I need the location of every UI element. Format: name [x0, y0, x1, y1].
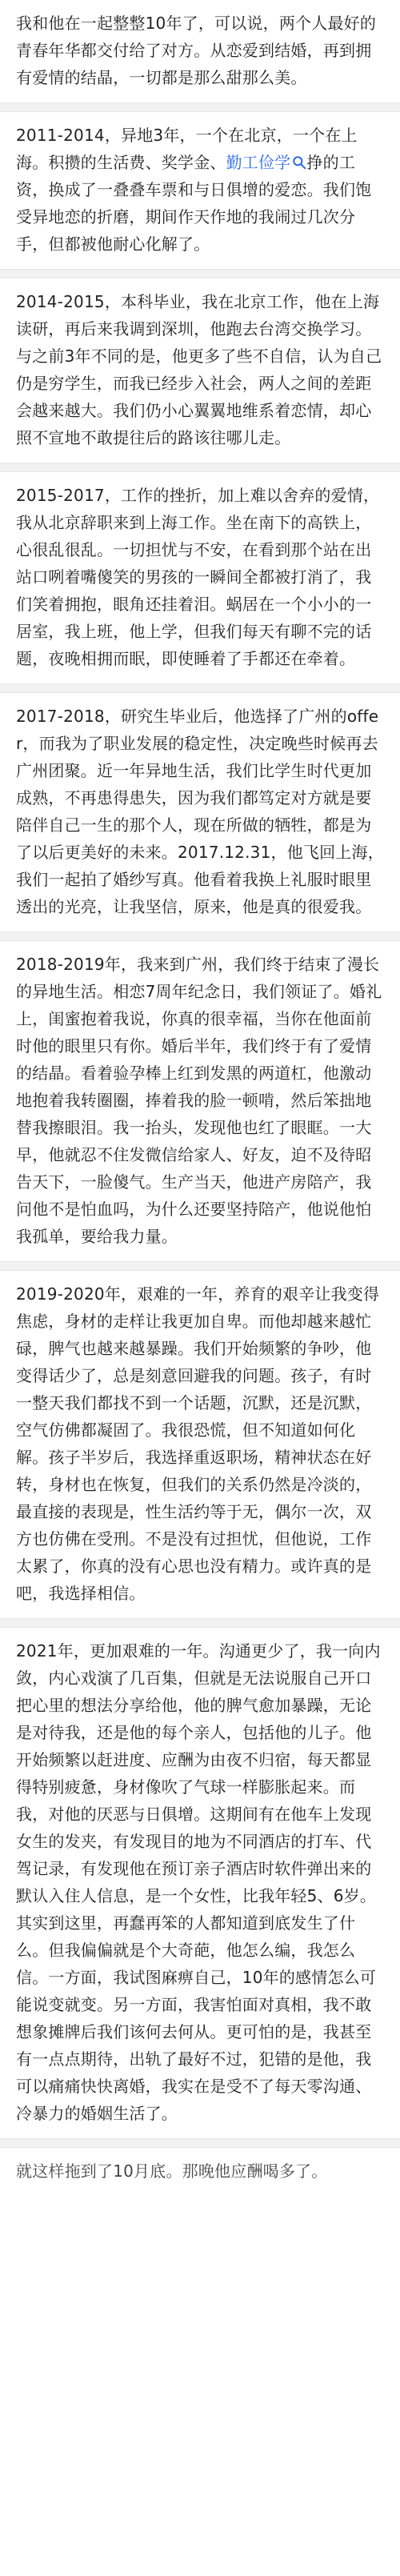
section-divider — [0, 102, 400, 112]
paragraph-2021 — [0, 1628, 400, 2138]
section-divider — [0, 2138, 400, 2148]
paragraph-2015-2017 — [0, 472, 400, 683]
section-divider — [0, 1261, 400, 1271]
search-link[interactable] — [226, 153, 307, 172]
section-divider — [0, 269, 400, 278]
paragraph-text-before: 2011-2014，异地3年，一个在北京，一个在上海。积攒的生活费、奖学金、 — [16, 126, 358, 172]
paragraph-text: 2021年，更加艰难的一年。沟通更少了，我一向内敛，内心戏演了几百集，但就是无法说服自己开口把心里的想法分享给他，他的脾气愈加暴躁，无论是对待我，还是他的每个亲人，包括他的儿子。他开始频繁以赶进度、应酬为由夜不归宿，每天都显得特别疲惫，身材像吹了气球一样膨胀起来。而我，对他的厌恶与日俱增。这期间有在他车上发现女生的发夹，有发现目的地为不同酒店的打车、代驾记录，有发现他在预订亲子酒店时软件弹出来的默认入住人信息，是一个女性，比我年轻5、6岁。其实到这里，再蠢再笨的人都知道到底发生了什么。但我偏偏就是个大奇葩，他怎么编，我怎么信。一方面，我试图麻痹自己，10年的感情怎么可能说变就变。另一方面，我害怕面对真相，我不敢想象摊牌后我们该何去何从。更可怕的是，我甚至有一点点期待，出轨了最好不过，犯错的是他，我可以痛痛快快离婚，我实在是受不了每天零沟通、冷暴力的婚姻生活了。 — [16, 1641, 381, 2123]
paragraph-text: 我和他在一起整整10年了，可以说，两个人最好的青春年华都交付给了对方。从恋爱到结婚，再到拥有爱情的结晶，一切都是那么甜那么美。 — [16, 14, 377, 87]
search-link-icon — [292, 155, 306, 170]
section-divider — [0, 683, 400, 693]
paragraph-text: 2014-2015，本科毕业，我在北京工作，他在上海读研，再后来我调到深圳，他跑去台湾交换学习。与之前3年不同的是，他更多了些不自信，认为自己仍是穷学生，而我已经步入社会，两人之间的差距会越来越大。我们仍小心翼翼地维系着恋情，却心照不宣地不敢提往后的路该往哪儿走。 — [16, 292, 382, 447]
paragraph-intro — [0, 0, 400, 102]
paragraph-text: 2019-2020年，艰难的一年，养育的艰辛让我变得焦虑，身材的走样让我更加自卑。而他却越来越忙碌，脾气也越来越暴躁。我们开始频繁的争吵，他变得话少了，总是刻意回避我的问题。孩子，有时一整天我们都找不到一个话题，沉默，还是沉默，空气仿佛都凝固了。我很恐慌，但不知道如何化解。孩子半岁后，我选择重返职场，精神状态在好转，身材也在恢复，但我们的关系仍然是冷淡的，最直接的表现是，性生活约等于无，偶尔一次，双方也仿佛在受刑。不是没有过担忧，但他说，工作太累了，你真的没有心思也没有精力。或许真的是吧，我选择相信。 — [16, 1284, 380, 1603]
paragraph-october — [0, 2148, 400, 2196]
paragraph-text — [16, 122, 384, 258]
section-divider — [0, 463, 400, 472]
paragraph-text-after: 挣的工资，换成了一叠叠车票和与日俱增的爱恋。我们饱受异地恋的折磨，期间作天作地的我闹过几次分手，但都被他耐心化解了。 — [16, 153, 372, 254]
paragraph-2018-2019 — [0, 941, 400, 1261]
paragraph-text: 2017-2018，研究生毕业后，他选择了广州的offer，而我为了职业发展的稳定性，决定晚些时候再去广州团聚。近一年异地生活，我们比学生时代更加成熟，不再患得患失，因为我们都笃定对方就是要陪伴自己一生的那个人，现在所做的牺牲，都是为了以后更美好的未来。2017.12.31，他飞回上海，我们一起拍了婚纱写真。他看着我换上礼服时眼里透出的光亮，让我坚信，原来，他是真的很爱我。 — [16, 707, 384, 916]
section-divider — [0, 1618, 400, 1628]
paragraph-2011-2014 — [0, 112, 400, 269]
paragraph-2019-2020 — [0, 1271, 400, 1618]
paragraph-2014-2015 — [0, 278, 400, 463]
paragraph-text: 就这样拖到了10月底。那晚他应酬喝多了。 — [16, 2161, 328, 2181]
section-divider — [0, 931, 400, 941]
paragraph-text: 2018-2019年，我来到广州，我们终于结束了漫长的异地生活。相恋7周年纪念日，我们领证了。婚礼上，闺蜜抱着我说，你真的很幸福，当你在他面前时他的眼里只有你。婚后半年，我们终于有了爱情的结晶。看着验孕棒上红到发黑的两道杠，他激动地抱着我转圈圈，捧着我的脸一顿啃，然后笨拙地替我擦眼泪。我一抬头，发现他也红了眼眶。一大早，他就忍不住发微信给家人、好友，迫不及待昭告天下，一脸傻气。生产当天，他进产房陪产，我问他不是怕血吗，为什么还要坚持陪产，他说他怕我孤单，要给我力量。 — [16, 955, 382, 1246]
search-link-label: 勤工俭学 — [226, 153, 291, 172]
paragraph-2017-2018 — [0, 693, 400, 931]
paragraph-text: 2015-2017，工作的挫折，加上难以舍弃的爱情，我从北京辞职来到上海工作。坐在南下的高铁上，心很乱很乱。一切担忧与不安，在看到那个站在出站口咧着嘴傻笑的男孩的一瞬间全都被打消了，我们笑着拥抱，眼角还挂着泪。蜗居在一个小小的一居室，我上班，他上学，但我们每天有聊不完的话题，夜晚相拥而眠，即使睡着了手都还在牵着。 — [16, 486, 380, 668]
